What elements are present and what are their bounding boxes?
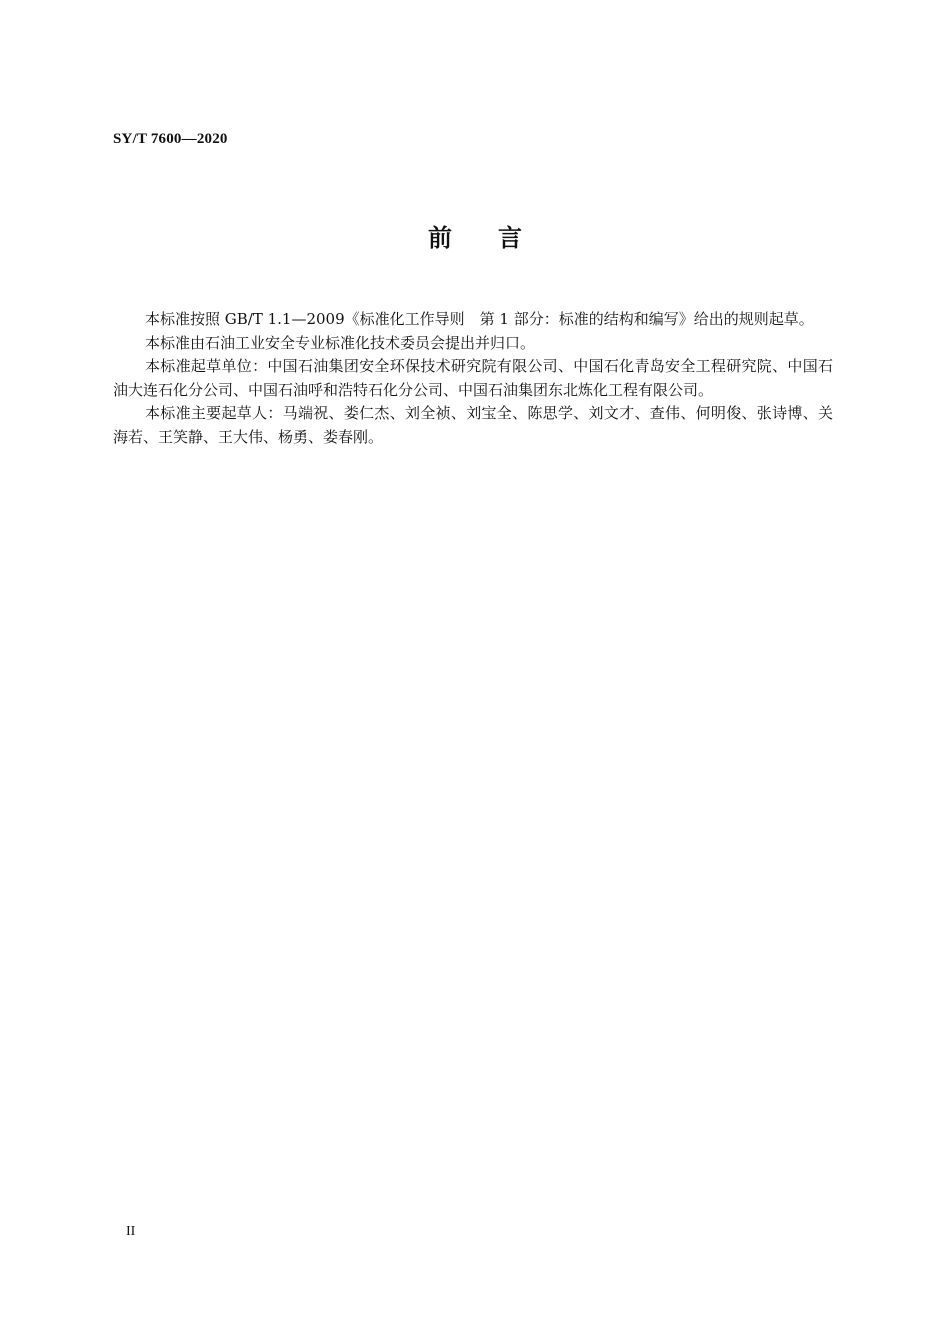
- paragraph-drafting-units: 本标准起草单位：中国石油集团安全环保技术研究院有限公司、中国石化青岛安全工程研究院、中国石油大连石化分公司、中国石油呼和浩特石化分公司、中国石油集团东北炼化工程有限公司。: [113, 357, 833, 399]
- page-title: 前言: [428, 224, 568, 252]
- foreword-body: [113, 308, 833, 449]
- standard-code: SY/T 7600—2020: [113, 131, 228, 147]
- paragraph-proposing-committee: 本标准由石油工业安全专业标准化技术委员会提出并归口。: [145, 333, 536, 352]
- page-number: II: [126, 1224, 136, 1239]
- paragraph-drafting-rules: 本标准按照 GB/T 1.1—2009《标准化工作导则 第 1 部分：标准的结构和编写》给出的规则起草。: [145, 310, 814, 328]
- paragraph-drafters: 本标准主要起草人：马端祝、娄仁杰、刘全祯、刘宝全、陈思学、刘文才、查伟、何明俊、张诗博、关海若、王笑静、王大伟、杨勇、娄春刚。: [113, 404, 833, 446]
